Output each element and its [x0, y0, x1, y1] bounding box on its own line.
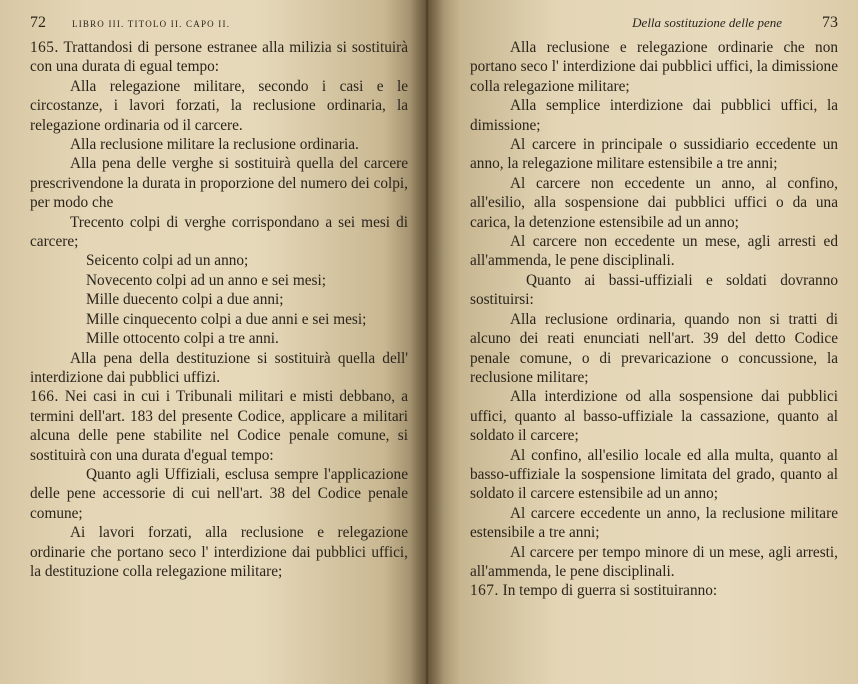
body-paragraph: Quanto agli Uffiziali, esclusa sempre l'applicazione delle pene accessorie di cui nell'art. 38 del Codice penale comune;: [30, 465, 408, 522]
left-page-body: [30, 38, 408, 581]
right-page: [426, 0, 858, 684]
body-paragraph: Alla reclusione militare la reclusione ordinaria.: [70, 136, 359, 154]
article-text: Nei casi in cui i Tribunali militari e misti debbano, a termini dell'art. 183 del presente Codice, applicare a militari alcuna delle pene stabilite nel Codice penale comune, si sostituirà con una durata d'egual tempo:: [30, 388, 408, 464]
body-paragraph: Al carcere non eccedente un mese, agli arresti ed all'ammenda, le pene disciplinali.: [470, 233, 838, 270]
right-running-head: Della sostituzione delle pene: [632, 15, 782, 30]
body-paragraph: Alla relegazione militare, secondo i casi e le circostanze, i lavori forzati, la reclusione ordinaria, la relegazione ordinaria od il carcere.: [30, 77, 408, 134]
left-page-number: 72: [30, 14, 46, 31]
body-paragraph: Trecento colpi di verghe corrispondano a sei mesi di carcere;: [30, 213, 408, 251]
body-paragraph: Seicento colpi ad un anno;: [86, 252, 249, 270]
article-paragraph: [30, 38, 408, 77]
article-number: 167.: [470, 582, 499, 600]
article-text: Trattandosi di persone estranee alla milizia si sostituirà con una durata di egual tempo:: [30, 39, 408, 76]
article-number: 165.: [30, 39, 59, 56]
body-paragraph: Novecento colpi ad un anno e sei mesi;: [86, 271, 327, 289]
right-page-header: [470, 14, 838, 36]
body-paragraph: Al confino, all'esilio locale ed alla multa, quanto al basso-uffiziale la sospensione limitata del grado, quanto al soldato il carcere estensibile ad un anno;: [470, 446, 838, 503]
body-paragraph: Quanto ai bassi-uffiziali e soldati dovranno sostituirsi:: [470, 271, 838, 309]
body-paragraph: Mille cinquecento colpi a due anni e sei mesi;: [86, 310, 367, 328]
left-page-header: [30, 14, 408, 36]
body-paragraph: Al carcere eccedente un anno, la reclusione militare estensibile a tre anni;: [470, 504, 838, 542]
right-page-body: [470, 38, 838, 601]
article-text: In tempo di guerra si sostituiranno:: [498, 582, 718, 600]
article-paragraph: [470, 581, 838, 600]
body-paragraph: Alla interdizione od alla sospensione dai pubblici uffici, quanto al basso-uffiziale la cassazione, quanto al soldato il carcere;: [470, 388, 838, 445]
body-paragraph: Mille ottocento colpi a tre anni.: [86, 330, 279, 348]
body-paragraph: Alla pena della destituzione si sostituirà quella dell' interdizione dai pubblici uffizi.: [30, 349, 408, 386]
left-page: [0, 0, 426, 684]
body-paragraph: Alla reclusione ordinaria, quando non si tratti di alcuno dei reati enunciati nell'art. 39 del detto Codice penale comune, o di prevaricazione o concussione, la reclusione militare;: [470, 310, 838, 386]
body-paragraph: Al carcere non eccedente un anno, al confino, all'esilio, alla sospensione dai pubblici uffici o da una carica, la detenzione estensibile ad un anno;: [470, 174, 838, 231]
body-paragraph: Al carcere in principale o sussidiario eccedente un anno, la relegazione militare estensibile a tre anni;: [470, 136, 838, 173]
article-paragraph: [30, 387, 408, 465]
body-paragraph: Alla semplice interdizione dai pubblici uffici, la dimissione;: [470, 97, 838, 134]
article-number: 166.: [30, 388, 59, 406]
body-paragraph: Mille duecento colpi a due anni;: [86, 291, 284, 309]
left-running-head: LIBRO III. TITOLO II. CAPO II.: [72, 19, 231, 29]
body-paragraph: Alla pena delle verghe si sostituirà quella del carcere prescrivendone la durata in proporzione del numero dei colpi, per modo che: [30, 155, 408, 212]
right-page-number: 73: [822, 14, 838, 31]
body-paragraph: Alla reclusione e relegazione ordinarie che non portano seco l' interdizione dai pubblici uffici, la dimissione colla relegazione militare;: [470, 39, 838, 95]
body-paragraph: Al carcere per tempo minore di un mese, agli arresti, all'ammenda, le pene disciplinali.: [470, 543, 838, 580]
body-paragraph: Ai lavori forzati, alla reclusione e relegazione ordinarie che portano seco l' interdizione dai pubblici uffici, la destituzione colla relegazione militare;: [30, 524, 408, 580]
